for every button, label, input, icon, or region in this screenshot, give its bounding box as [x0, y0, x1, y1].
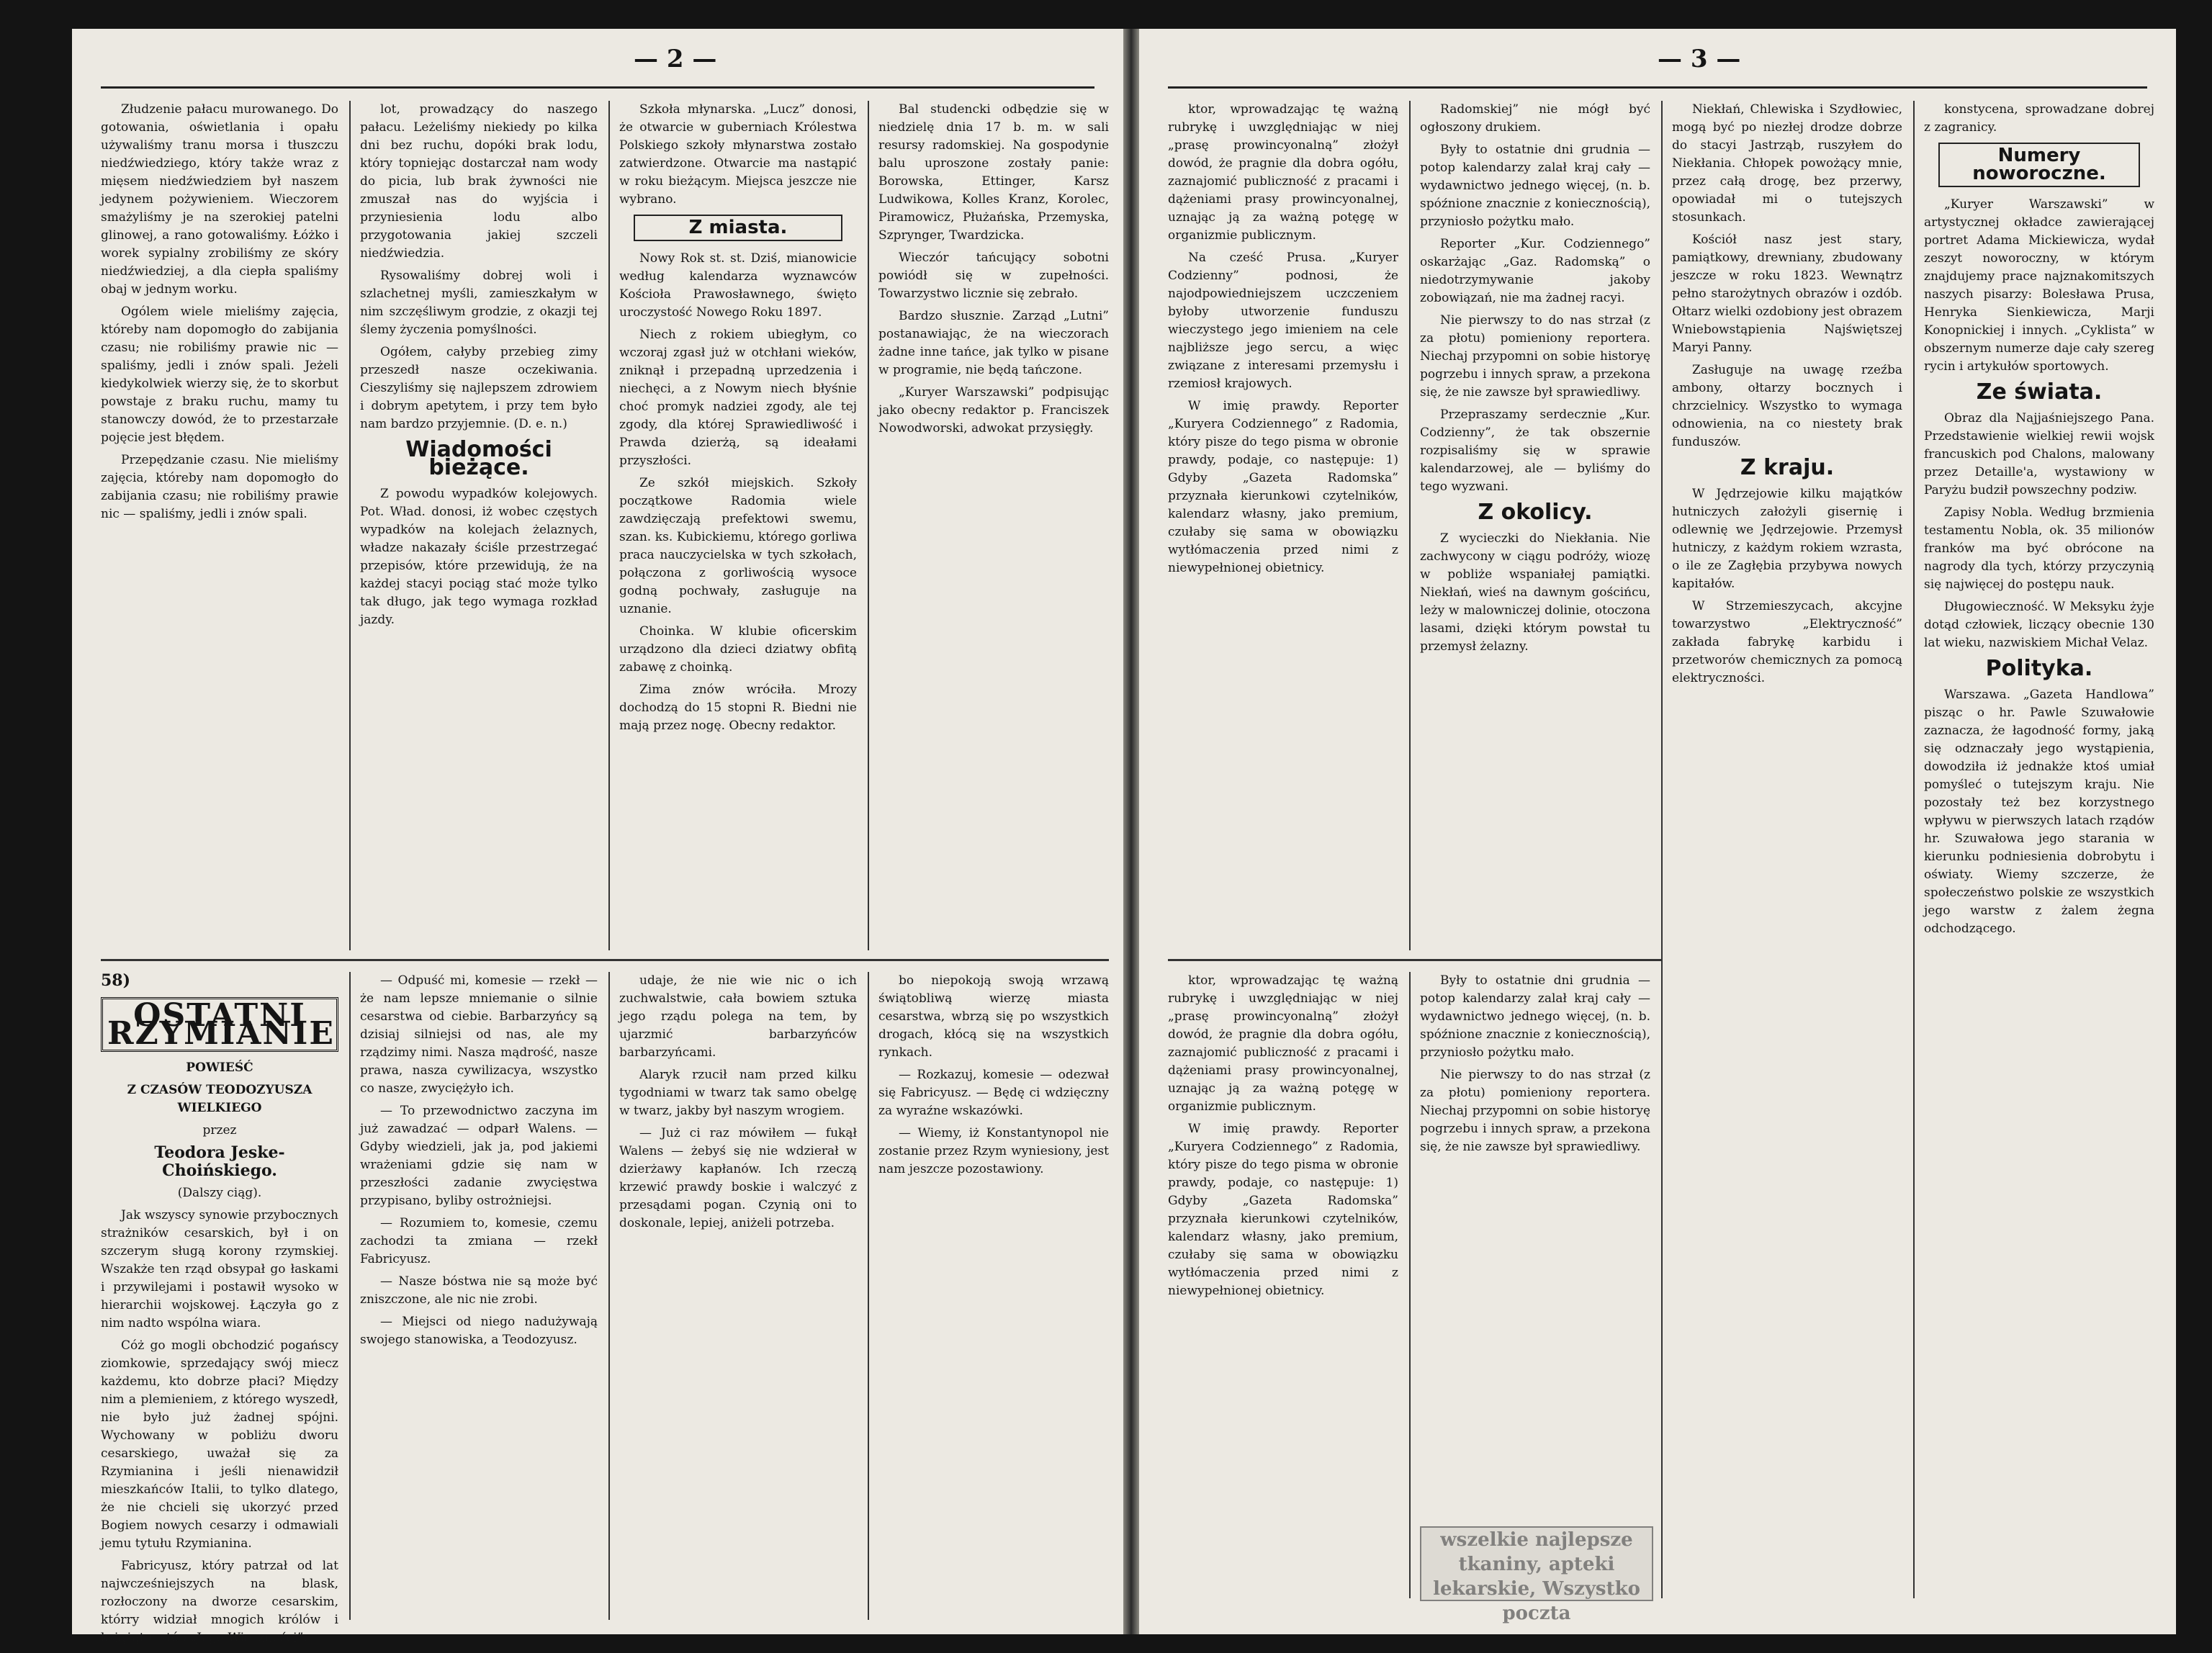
- paragraph: Ogólem wiele mieliśmy zajęcia, któreby nam dopomogło do zabijania czasu; nie robiliśmy prawie nic — spaliśmy, jedli i znów spali. Jeżeli kiedykolwiek wierzy się, że to skorbut powstaje z braku ruchu, mamy tu stanowczy dowód, że to przestarzałe pojęcie jest błędem.: [101, 305, 338, 445]
- faded-advertisement: wszelkie najlepsze tkaniny, apteki lekarskie, Wszystko poczta: [1420, 1526, 1653, 1601]
- paragraph: Bal studencki odbędzie się w niedzielę dnia 17 b. m. w sali resursy radomskiej. Na gospodynie balu uproszone zostały panie: Borowska, Ettinger, Karsz Ludwikowa, Kolles Kranz, Korolec, Piramowicz, Płużańska, Przemyska, Szprynger, Twardzicka.: [878, 102, 1109, 243]
- right-lower-col2: [1420, 972, 1650, 1505]
- paragraph: — Rozumiem to, komesie, czemu zachodzi ta zmiana — rzekł Fabricyusz.: [360, 1216, 598, 1266]
- serial-continued: (Dalszy ciąg).: [177, 1186, 262, 1200]
- left-col3: [619, 101, 857, 950]
- right-col2: [1420, 101, 1650, 950]
- paragraph: — Odpuść mi, komesie — rzekł — że nam lepsze mniemanie o silnie cesarstwa od ciebie. Barbarzyńcy są dzisiaj silniejsi od nas, ale my rządzimy nimi. Nasza mądrość, nasze prawa, nasza cywilizacya, wszystko co nasze, zwyciężyło ich.: [360, 973, 598, 1096]
- paragraph: ktor, wprowadzając tę ważną rubrykę i uwzględniając w niej „prasę prowincyonalną” złożył dowód, że pragnie dla dobra ogółu, zaznajomić publiczność z pracami i dążeniami prasy prowincyonalnej, uznając ją za ważną potęgę w organizmie publicznym.: [1168, 102, 1398, 243]
- paragraph: Niech z rokiem ubiegłym, co wczoraj zgasł już w otchłani wieków, zniknął i przepadną uprzedzenia i niechęci, a z Nowym niech błyśnie choć promyk nadziei zgody, ale tej zgody, dla której Sprawiedliwość i Prawda dzierżą, są ideałami przyszłości.: [619, 328, 857, 468]
- paragraph: — Rozkazuj, komesie — odezwał się Fabricyusz. — Będę ci wdzięczny za wyraźne wskazówki.: [878, 1068, 1109, 1118]
- left-col1: [101, 101, 338, 950]
- paragraph: W imię prawdy. Reporter „Kuryera Codziennego” z Radomia, który pisze do tego pisma w obronie prawdy, podaje, co następuje: 1) Gdyby „Gazeta Radomska” przyznała kierunkowi czytelników, kalendarz własny, jako premium, czułaby się sama w obowiązku wytłómaczenia przed nimi z niewypełnionej obietnicy.: [1168, 1122, 1398, 1298]
- paragraph: Z powodu wypadków kolejowych. Pot. Wład. donosi, iż wobec częstych wypadków na kolejach żelaznych, władze nakazały ściśle przestrzegać przepisów, które przewidują, że na każdej stacyi pociąg stać może tylko tak długo, jak tego wymaga rozkład jazdy.: [360, 487, 598, 627]
- paragraph: udaje, że nie wie nic o ich zuchwalstwie, cała bowiem sztuka jego rządu polega na tem, by ujarzmić barbarzyńców barbarzyńcami.: [619, 973, 857, 1060]
- column-rule: [868, 972, 869, 1620]
- column-rule: [349, 101, 351, 950]
- paragraph: Jak wszyscy synowie przybocznych strażników cesarskich, był i on szczerym sługą korony rzymskiej. Wszakże ten rząd obsypał go łaskami i przywilejami i postawił wysoko w hierarchii wojskowej. Łączyła go z nim nadto wspólna wiara.: [101, 1208, 338, 1330]
- paragraph: Przepraszamy serdecznie „Kur. Codzienny”, że tak obszernie rozpisaliśmy się w sprawie kalendarzowej, ale — byliśmy do tego wyzwani.: [1420, 407, 1650, 494]
- section-heading-polityka: Polityka.: [1985, 656, 2093, 681]
- paragraph: bo niepokoją swoją wrzawą świątobliwą wierzę miasta cesarstwa, wbrzą się po wszystkich drogach, kłócą się na wszystkich rynkach.: [878, 973, 1109, 1060]
- paragraph: Były to ostatnie dni grudnia — potop kalendarzy zalał kraj cały — wydawnictwo jednego więcej, (n. b. spóźnione znacznie z koniecznością), przyniosło pożytku mało.: [1420, 973, 1650, 1060]
- serial-by: przez: [202, 1123, 237, 1138]
- paragraph: — Miejsci od niego nadużywają swojego stanowiska, a Teodozyusz.: [360, 1315, 598, 1347]
- paragraph: Ze szkół miejskich. Szkoły początkowe Radomia wiele zawdzięczają prefektowi swemu, szan. ks. Kubickiemu, którego gorliwa praca nauczycielska w tych szkołach, połączona z gorliwością wysoce godną pochwały, zasługuje na uznanie.: [619, 476, 857, 616]
- section-heading-numery: Numery noworoczne.: [1938, 143, 2140, 187]
- paragraph: Były to ostatnie dni grudnia — potop kalendarzy zalał kraj cały — wydawnictwo jednego więcej, (n. b. spóźnione znacznie z koniecznością), przyniosło pożytku mało.: [1420, 143, 1650, 229]
- paragraph: Bardzo słusznie. Zarząd „Lutni” postanawiając, że na wieczorach żadne inne tańce, jak tylko w pisane w programie, nie będą tańczone.: [878, 309, 1109, 377]
- section-heading-z-okolicy: Z okolicy.: [1478, 500, 1593, 525]
- paragraph: — Nasze bóstwa nie są może być zniszczone, ale nic nie zrobi.: [360, 1274, 598, 1307]
- paragraph: W Jędrzejowie kilku majątków hutniczych założyli gisernię i odlewnię we Jędrzejowie. Przemysł hutniczy, z każdym rokiem wzrasta, o ile ze Zagłębia przybywa nowych kapitałów.: [1672, 487, 1902, 591]
- paragraph: Rysowaliśmy dobrej woli i szlachetnej myśli, zamieszkałym w nim szczęśliwym grodzie, z okazji tej ślemy życzenia pomyślności.: [360, 269, 598, 337]
- serial-subtitle: Z CZASÓW TEODOZYUSZA WIELKIEGO: [127, 1083, 313, 1115]
- paragraph: Niekłań, Chlewiska i Szydłowiec, mogą być po niezłej drodze dobrze do stacyi Jastrząb, ruszyłem do Niekłania. Chłopek powożący mnie, przez całą drogę, bez przerwy, opowiadał mi o tutejszych stosunkach.: [1672, 102, 1902, 225]
- paragraph: lot, prowadzący do naszego pałacu. Leżeliśmy niekiedy po kilka dni bez ruchu, dopóki brak lodu, który topniejąc dostarczał nam wody do picia, lub brak żywności nie zmuszał nas do wyjścia i przyniesienia lodu albo przygotowania jakiej szczeli niedźwiedzia.: [360, 102, 598, 261]
- paragraph: Ogółem, całyby przebieg zimy przeszedł nasze oczekiwania. Cieszyliśmy się najlepszem zdrowiem i dobrym apetytem, i przy tem było nam bardzo przyjemnie. (D. e. n.): [360, 345, 598, 431]
- page-number-left: — 2 —: [634, 45, 717, 73]
- paragraph: Na cześć Prusa. „Kuryer Codzienny” podnosi, że najodpowiedniejszem uczczeniem byłoby utworzenie funduszu wieczystego jego imieniem na cele najbliższe jego sercu, a więc związane z interesami przemysłu i rzemiosł krajowych.: [1168, 251, 1398, 391]
- paragraph: Cóż go mogli obchodzić pogańscy ziomkowie, sprzedający swój miecz każdemu, kto dobrze płaci? Między nim a plemieniem, z którego wyszedł, nie było już żadnej spójni. Wychowany w pobliżu dworu cesarskiego, uważał się za Rzymianina i jeśli nienawidził mieszkańców Italii, to tylko dlatego, że nie chcieli się ukorzyć przed Bogiem nowych cesarzy i odmawiali jemu tytułu Rzymianina.: [101, 1338, 338, 1551]
- feuilleton-rule: [101, 959, 1109, 961]
- paragraph: Nie pierwszy to do nas strzał (z za płotu) pomieniony reportera. Niechaj przypomni on sobie historyę pogrzebu i innych spraw, a przekona się, że nie zawsze był sprawiedliwy.: [1420, 313, 1650, 400]
- paragraph: Wieczór tańcujący sobotni powiódł się w zupełności. Towarzystwo licznie się zebrało.: [878, 251, 1109, 301]
- paragraph: Złudzenie pałacu murowanego. Do gotowania, oświetlania i opału używaliśmy tranu morsa i tłuszczu niedźwiedziego, który także wraz z mięsem niedźwiedziem był naszem jedynem pożywieniem. Wieczorem smażyliśmy je na szerokiej patelni glinowej, a rano gotowaliśmy. Łóżko i worek sypialny zrobiliśmy ze skóry niedźwiedziej, a dla ciepła spaliśmy obaj w jednym worku.: [101, 102, 338, 297]
- left-col2: [360, 101, 598, 950]
- header-rule: [1168, 86, 2147, 89]
- column-rule: [1409, 972, 1411, 1598]
- right-col1: [1168, 101, 1398, 950]
- right-page: [1139, 29, 2176, 1634]
- section-heading-wiadomosci: Wiadomości bieżące.: [405, 437, 552, 480]
- section-heading-ze-swiata: Ze świata.: [1976, 379, 2103, 405]
- serial-col2: [360, 972, 598, 1620]
- paragraph: Obraz dla Najjaśniejszego Pana. Przedstawienie wielkiej rewii wojsk francuskich pod Chalons, malowany przez Detaille'a, wystawiony w Paryżu budził powszechny podziw.: [1924, 411, 2154, 497]
- paragraph: Zima znów wróciła. Mrozy dochodzą do 15 stopni R. Biedni nie mają przez nogę. Obecny redaktor.: [619, 683, 857, 733]
- left-page: [72, 29, 1123, 1645]
- paragraph: Kościół nasz jest stary, pamiątkowy, drewniany, zbudowany jeszcze w roku 1823. Wewnątrz pełno starożytnych obrazów i ozdób. Ołtarz wielki ozdobiony jest obrazem Wniebowstąpienia Najświętszej Maryi Panny.: [1672, 233, 1902, 355]
- page-gutter: [1123, 29, 1139, 1634]
- paragraph: Długowieczność. W Meksyku żyje dotąd człowiek, liczący obecnie 130 lat wieku, nazwiskiem Michał Velaz.: [1924, 600, 2154, 650]
- paragraph: Reporter „Kur. Codziennego” oskarżając „Gaz. Radomską” o niedotrzymywanie jakoby zobowiązań, nie ma żadnej racyi.: [1420, 237, 1650, 305]
- lower-rule: [1168, 959, 1661, 961]
- paragraph: Szkoła młynarska. „Lucz” donosi, że otwarcie w guberniach Królestwa Polskiego szkoły młynarstwa zostało zatwierdzone. Otwarcie ma nastąpić w roku bieżącym. Miejsca jeszcze nie wybrano.: [619, 102, 857, 207]
- paragraph: konstycena, sprowadzane dobrej z zagranicy.: [1924, 102, 2154, 135]
- paragraph: W Strzemieszycach, akcyjne towarzystwo „Elektryczność” zakłada fabrykę karbidu i przetworów chemicznych za pomocą elektryczności.: [1672, 599, 1902, 685]
- right-col3: [1672, 101, 1902, 1598]
- right-lower-col1: [1168, 972, 1398, 1598]
- column-rule: [608, 101, 610, 950]
- section-heading-z-miasta: Z miasta.: [634, 215, 842, 241]
- paragraph: — To przewodnictwo zaczyna im już zawadzać — odparł Walens. — Gdyby wiedzieli, jak ja, pod jakiemi wrażeniami gdzie się nam w przeszłości zadanie zwycięstwa przypisano, byliby ostrożniejsi.: [360, 1104, 598, 1208]
- paragraph: — Już ci raz mówiłem — fukął Walens — żebyś się nie wdzierał w dzierżawy kapłanów. Ich rzeczą krzewić prawdy boskie i walczyć z przesądami pogan. Czynią oni to doskonale, lepiej, aniżeli potrzeba.: [619, 1126, 857, 1230]
- paragraph: „Kuryer Warszawski” podpisując jako obecny redaktor p. Franciszek Nowodworski, adwokat przysięgły.: [878, 385, 1109, 436]
- paragraph: Nowy Rok st. st. Dziś, mianowicie według kalendarza wyznawców Kościoła Prawosławnego, święto uroczystość Nowego Roku 1897.: [619, 251, 857, 320]
- section-heading-z-kraju: Z kraju.: [1740, 455, 1835, 480]
- paragraph: ktor, wprowadzając tę ważną rubrykę i uwzględniając w niej „prasę prowincyonalną” złożył dowód, że pragnie dla dobra ogółu, zaznajomić publiczność z pracami i dążeniami prasy prowincyonalnej, uznając ją za ważną potęgę w organizmie publicznym.: [1168, 973, 1398, 1114]
- column-rule: [349, 972, 351, 1620]
- paragraph: Choinka. W klubie oficerskim urządzono dla dzieci dziatwy obfitą zabawę z choinką.: [619, 624, 857, 675]
- page-number-right: — 3 —: [1658, 45, 1741, 73]
- serial-masthead: OSTATNI RZYMIANIE: [101, 997, 338, 1052]
- paragraph: „Kuryer Warszawski” w artystycznej okładce zawierającej portret Adama Mickiewicza, wydał zeszyt noworoczny, w którym znajdujemy prace najznakomitszych naszych pisarzy: Bolesława Prusa, Henryka Sienkiewicza, Marji Konopnickiej i innych. „Cyklista” w obszernym numerze daje cały szereg rycin i artykułów sportowych.: [1924, 197, 2154, 374]
- serial-number: 58): [101, 971, 131, 990]
- paragraph: W imię prawdy. Reporter „Kuryera Codziennego” z Radomia, który pisze do tego pisma w obronie prawdy, podaje, co następuje: 1) Gdyby „Gazeta Radomska” przyznała kierunkowi czytelników, kalendarz własny, jako premium, czułaby się sama w obowiązku wytłómaczenia przed nimi z niewypełnionej obietnicy.: [1168, 399, 1398, 575]
- paragraph: — Wiemy, iż Konstantynopol nie zostanie przez Rzym wyniesiony, jest nam jeszcze pozostawiony.: [878, 1126, 1109, 1176]
- serial-col4: [878, 972, 1109, 1620]
- left-col4: [878, 101, 1109, 950]
- column-rule: [1661, 101, 1663, 1598]
- paragraph: Warszawa. „Gazeta Handlowa” pisząc o hr. Pawle Szuwałowie zaznacza, że łagodność formy, jaką się odznaczały jego wystąpienia, dowodziła iż jednakże ktoś umiał pomyśleć o tutejszym kraju. Nie pozostały też bez korzystnego wpływu w pierwszych latach rządów hr. Szuwałowa jego starania w kierunku podniesienia dobrobytu i oświaty. Wiemy szczerze, że społeczeństwo polskie ze wszystkich jego warstw z żalem żegna odchodzącego.: [1924, 688, 2154, 936]
- serial-col1: [101, 971, 338, 1645]
- paragraph: Zasługuje na uwagę rzeźba ambony, ołtarzy bocznych i chrzcielnicy. Wszystko to wymaga odnowienia, na co niestety brak funduszów.: [1672, 363, 1902, 449]
- serial-author: Teodora Jeske-Choińskiego.: [154, 1143, 285, 1180]
- column-rule: [868, 101, 869, 950]
- paragraph: Alaryk rzucił nam przed kilku tygodniami w twarz tak samo obelgę w twarz, jakby był naszym wrogiem.: [619, 1068, 857, 1118]
- paragraph: Fabricyusz, który patrzał od lat najwcześniejszych na blask, rozłoczony na dworze cesarskim, którry widział mnogich królów i książąt u stóp „Jego Wieczności”.: [101, 1559, 338, 1645]
- column-rule: [1913, 101, 1915, 1598]
- serial-col3: [619, 972, 857, 1620]
- paragraph: Zapisy Nobla. Według brzmienia testamentu Nobla, ok. 35 milionów franków ma być obrócone na nagrody dla tych, którzy przyczynią się najwięcej do postępu nauk.: [1924, 505, 2154, 592]
- column-rule: [1409, 101, 1411, 950]
- paragraph: Radomskiej” nie mógł być ogłoszony drukiem.: [1420, 102, 1650, 135]
- paragraph: Przepędzanie czasu. Nie mieliśmy zajęcia, któreby nam dopomogło do zabijania czasu; nie robiliśmy prawie nic — spaliśmy, jedli i znów spali.: [101, 453, 338, 521]
- header-rule: [101, 86, 1094, 89]
- serial-genre: POWIEŚĆ: [186, 1060, 253, 1075]
- right-col4: [1924, 101, 2154, 1598]
- paragraph: Nie pierwszy to do nas strzał (z za płotu) pomieniony reportera. Niechaj przypomni on sobie historyę pogrzebu i innych spraw, a przekona się, że nie zawsze był sprawiedliwy.: [1420, 1068, 1650, 1154]
- column-rule: [608, 972, 610, 1620]
- paragraph: Z wycieczki do Niekłania. Nie zachwycony w ciągu podróży, wiozę w pobliże wspaniałej pamiątki. Niekłań, wieś na dawnym gościńcu, leży w malowniczej dolinie, otoczona lasami, dzięki którym powstał tu przemysł żelazny.: [1420, 531, 1650, 654]
